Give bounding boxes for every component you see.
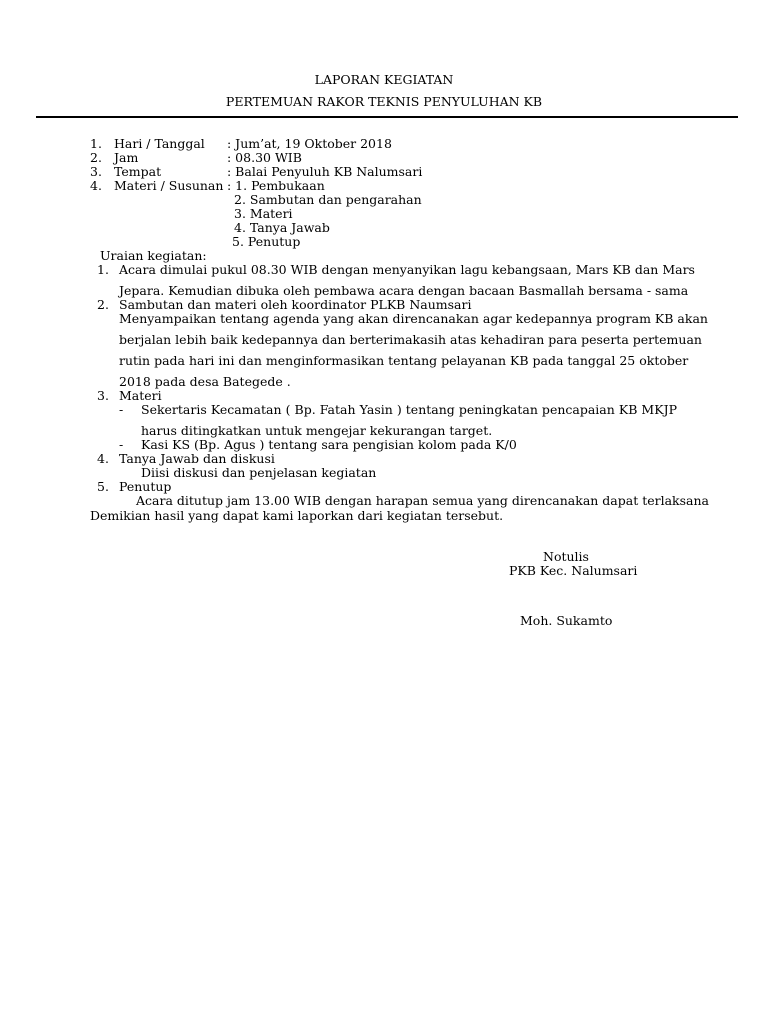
agenda-item: 2. Sambutan dan pengarahan bbox=[234, 192, 422, 207]
item3-heading: Materi bbox=[119, 388, 162, 403]
item2-text-line: Menyampaikan tentang agenda yang akan direncanakan agar kedepannya program KB akan bbox=[119, 311, 708, 326]
item5-heading: Penutup bbox=[119, 479, 172, 494]
agenda-item: 4. Tanya Jawab bbox=[234, 220, 330, 235]
info-number: 3. bbox=[90, 164, 102, 179]
item-number: 4. bbox=[97, 451, 109, 466]
info-number: 1. bbox=[90, 136, 102, 151]
info-label-place: Tempat bbox=[114, 164, 162, 179]
closing-statement: Demikian hasil yang dapat kami laporkan dari kegiatan tersebut. bbox=[90, 508, 504, 523]
agenda-item: 3. Materi bbox=[234, 206, 293, 221]
info-label-agenda: Materi / Susunan bbox=[114, 178, 224, 193]
info-number: 4. bbox=[90, 178, 102, 193]
info-value-place: : Balai Penyuluh KB Nalumsari bbox=[227, 164, 423, 179]
info-value-time: : 08.30 WIB bbox=[227, 150, 302, 165]
item1-text-line: Acara dimulai pukul 08.30 WIB dengan menyanyikan lagu kebangsaan, Mars KB dan Mars bbox=[119, 262, 695, 277]
item2-heading: Sambutan dan materi oleh koordinator PLKB Naumsari bbox=[119, 297, 472, 312]
item3-bullet2: Kasi KS (Bp. Agus ) tentang sara pengisian kolom pada K/0 bbox=[141, 437, 517, 452]
item-number: 2. bbox=[97, 297, 109, 312]
item5-text: Acara ditutup jam 13.00 WIB dengan harapan semua yang direncanakan dapat terlaksana bbox=[136, 493, 710, 508]
header-divider bbox=[36, 116, 738, 118]
item3-bullet1-line: harus ditingkatkan untuk mengejar kekurangan target. bbox=[141, 423, 493, 438]
signature-org: PKB Kec. Nalumsari bbox=[509, 563, 638, 578]
item4-heading: Tanya Jawab dan diskusi bbox=[119, 451, 275, 466]
item2-text-line: rutin pada hari ini dan menginformasikan tentang pelayanan KB pada tanggal 25 oktober bbox=[119, 353, 689, 368]
report-subtitle: PERTEMUAN RAKOR TEKNIS PENYULUHAN KB bbox=[225, 94, 543, 109]
item-number: 5. bbox=[97, 479, 109, 494]
info-label-day-date: Hari / Tanggal bbox=[114, 136, 205, 151]
signature-role: Notulis bbox=[543, 549, 589, 564]
item2-text-line: 2018 pada desa Bategede . bbox=[119, 374, 291, 389]
bullet-dash: - bbox=[119, 402, 124, 417]
bullet-dash: - bbox=[119, 437, 124, 452]
item3-bullet1-line: Sekertaris Kecamatan ( Bp. Fatah Yasin ) tentang peningkatan pencapaian KB MKJP bbox=[141, 402, 677, 417]
signature-name: Moh. Sukamto bbox=[520, 613, 613, 628]
item-number: 3. bbox=[97, 388, 109, 403]
agenda-item: 5. Penutup bbox=[232, 234, 301, 249]
item4-text: Diisi diskusi dan penjelasan kegiatan bbox=[141, 465, 377, 480]
info-number: 2. bbox=[90, 150, 102, 165]
info-label-time: Jam bbox=[114, 150, 139, 165]
item2-text-line: berjalan lebih baik kedepannya dan berterimakasih atas kehadiran para peserta pertemuan bbox=[119, 332, 702, 347]
report-title: LAPORAN KEGIATAN bbox=[314, 72, 454, 87]
info-value-agenda: : 1. Pembukaan bbox=[227, 178, 325, 193]
info-value-day-date: : Jum’at, 19 Oktober 2018 bbox=[227, 136, 392, 151]
item1-text-line: Jepara. Kemudian dibuka oleh pembawa acara dengan bacaan Basmallah bersama - sama bbox=[119, 283, 689, 298]
item-number: 1. bbox=[97, 262, 109, 277]
uraian-heading: Uraian kegiatan: bbox=[100, 248, 207, 263]
